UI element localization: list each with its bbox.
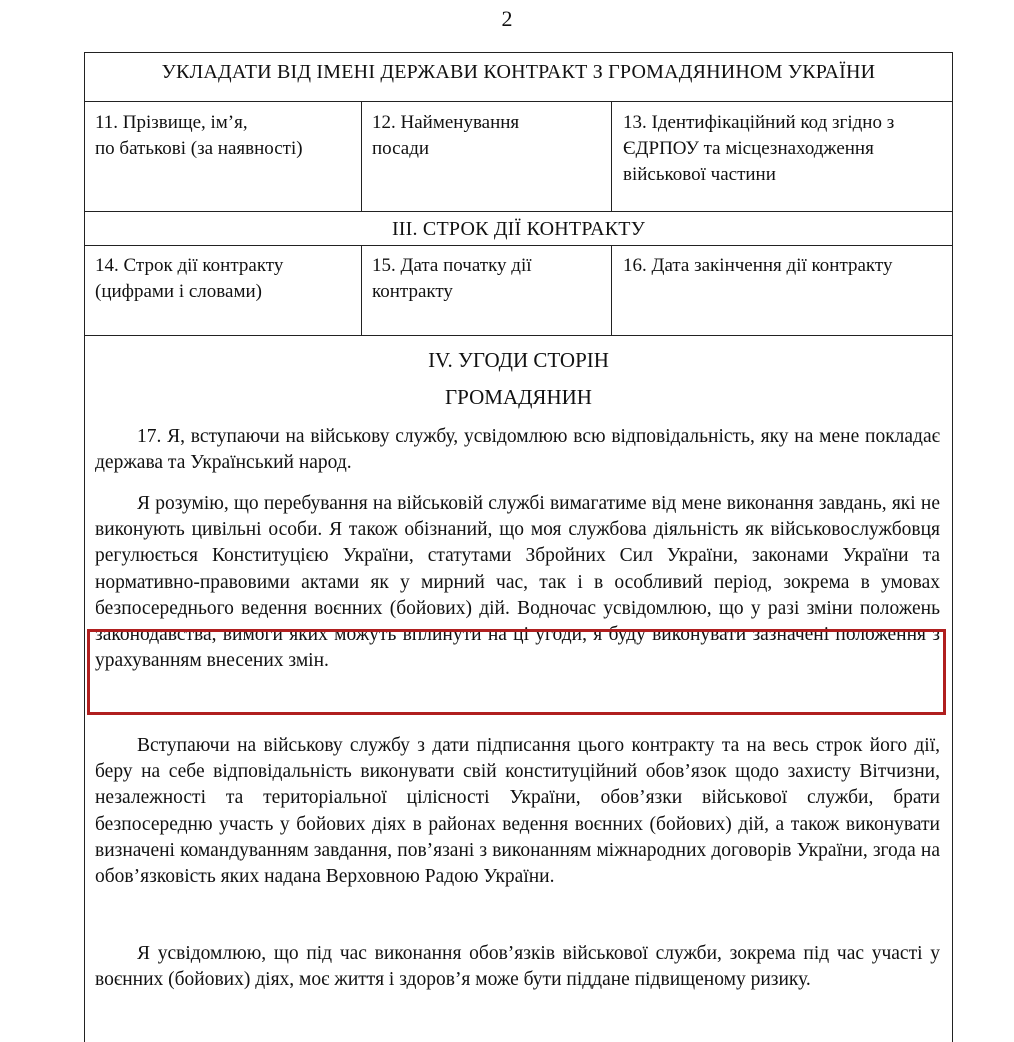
section-3-title: III. СТРОК ДІЇ КОНТРАКТУ: [391, 218, 646, 240]
field-12-label: 12. Найменування посади: [372, 112, 520, 159]
paragraph-awareness: Я усвідомлюю, що під час виконання обов’язків військової служби, зокрема під час участі у воєнних (бойових) діях, моє життя і здоров’я може бути піддане підвищеному ризику.: [95, 943, 940, 991]
field-11-label: 11. Прізвище, ім’я, по батькові (за наявності): [95, 112, 303, 159]
highlight-box: [87, 629, 946, 715]
divider: [85, 245, 952, 246]
contract-form-table: [84, 52, 953, 1042]
divider: [85, 211, 952, 212]
divider: [85, 101, 952, 102]
divider: [611, 245, 612, 335]
field-13-label: 13. Ідентифікаційний код згідно з ЄДРПОУ та місцезнаходження військової частини: [623, 112, 895, 185]
field-16-label: 16. Дата закінчення дії контракту: [623, 255, 893, 276]
divider: [611, 101, 612, 211]
party-title: ГРОМАДЯНИН: [445, 385, 592, 409]
paragraph-understanding: Я розумію, що перебування на військовій службі вимагатиме від мене виконання завдань, які не виконують цивільні особи. Я також обізнаний, що моя службова діяльність як військовослужбовця регулюється Конституцією України, статутами Збройних Сил України, законами України та нормативно-правовими актами як у мирний час, так і в особливий період, зокрема в умовах безпосереднього ведення воєнних (бойових) дій. Водночас усвідомлюю, що у разі зміни положень законодавства, вимоги яких можуть вплинути на ці угоди, я буду виконувати зазначені положення з урахуванням внесених змін.: [95, 493, 940, 672]
field-14-label: 14. Строк дії контракту (цифрами і словами): [95, 255, 284, 302]
paragraph-entering-service: Вступаючи на військову службу з дати підписання цього контракту та на весь строк його дії, беру на себе відповідальність виконувати свій конституційний обов’язок щодо захисту Вітчизни, незалежності та територіальної цілісності України, обов’язки військової служби, брати безпосередню участь у бойових діях в районах ведення воєнних (бойових) дій, а також виконувати визначені командуванням завдання, пов’язані з виконанням міжнародних договорів України, згода на обов’язковість яких надана Верховною Радою України.: [95, 735, 940, 888]
section-4-title: IV. УГОДИ СТОРІН: [428, 348, 609, 372]
divider: [361, 245, 362, 335]
divider: [85, 335, 952, 336]
paragraph-17: 17. Я, вступаючи на військову службу, усвідомлюю всю відповідальність, яку на мене покладає держава та Український народ.: [95, 426, 940, 474]
field-15-label: 15. Дата початку дії контракту: [372, 255, 532, 302]
divider: [361, 101, 362, 211]
section-header: УКЛАДАТИ ВІД ІМЕНІ ДЕРЖАВИ КОНТРАКТ З ГРОМАДЯНИНОМ УКРАЇНИ: [161, 61, 876, 83]
page-number: 2: [501, 6, 513, 31]
